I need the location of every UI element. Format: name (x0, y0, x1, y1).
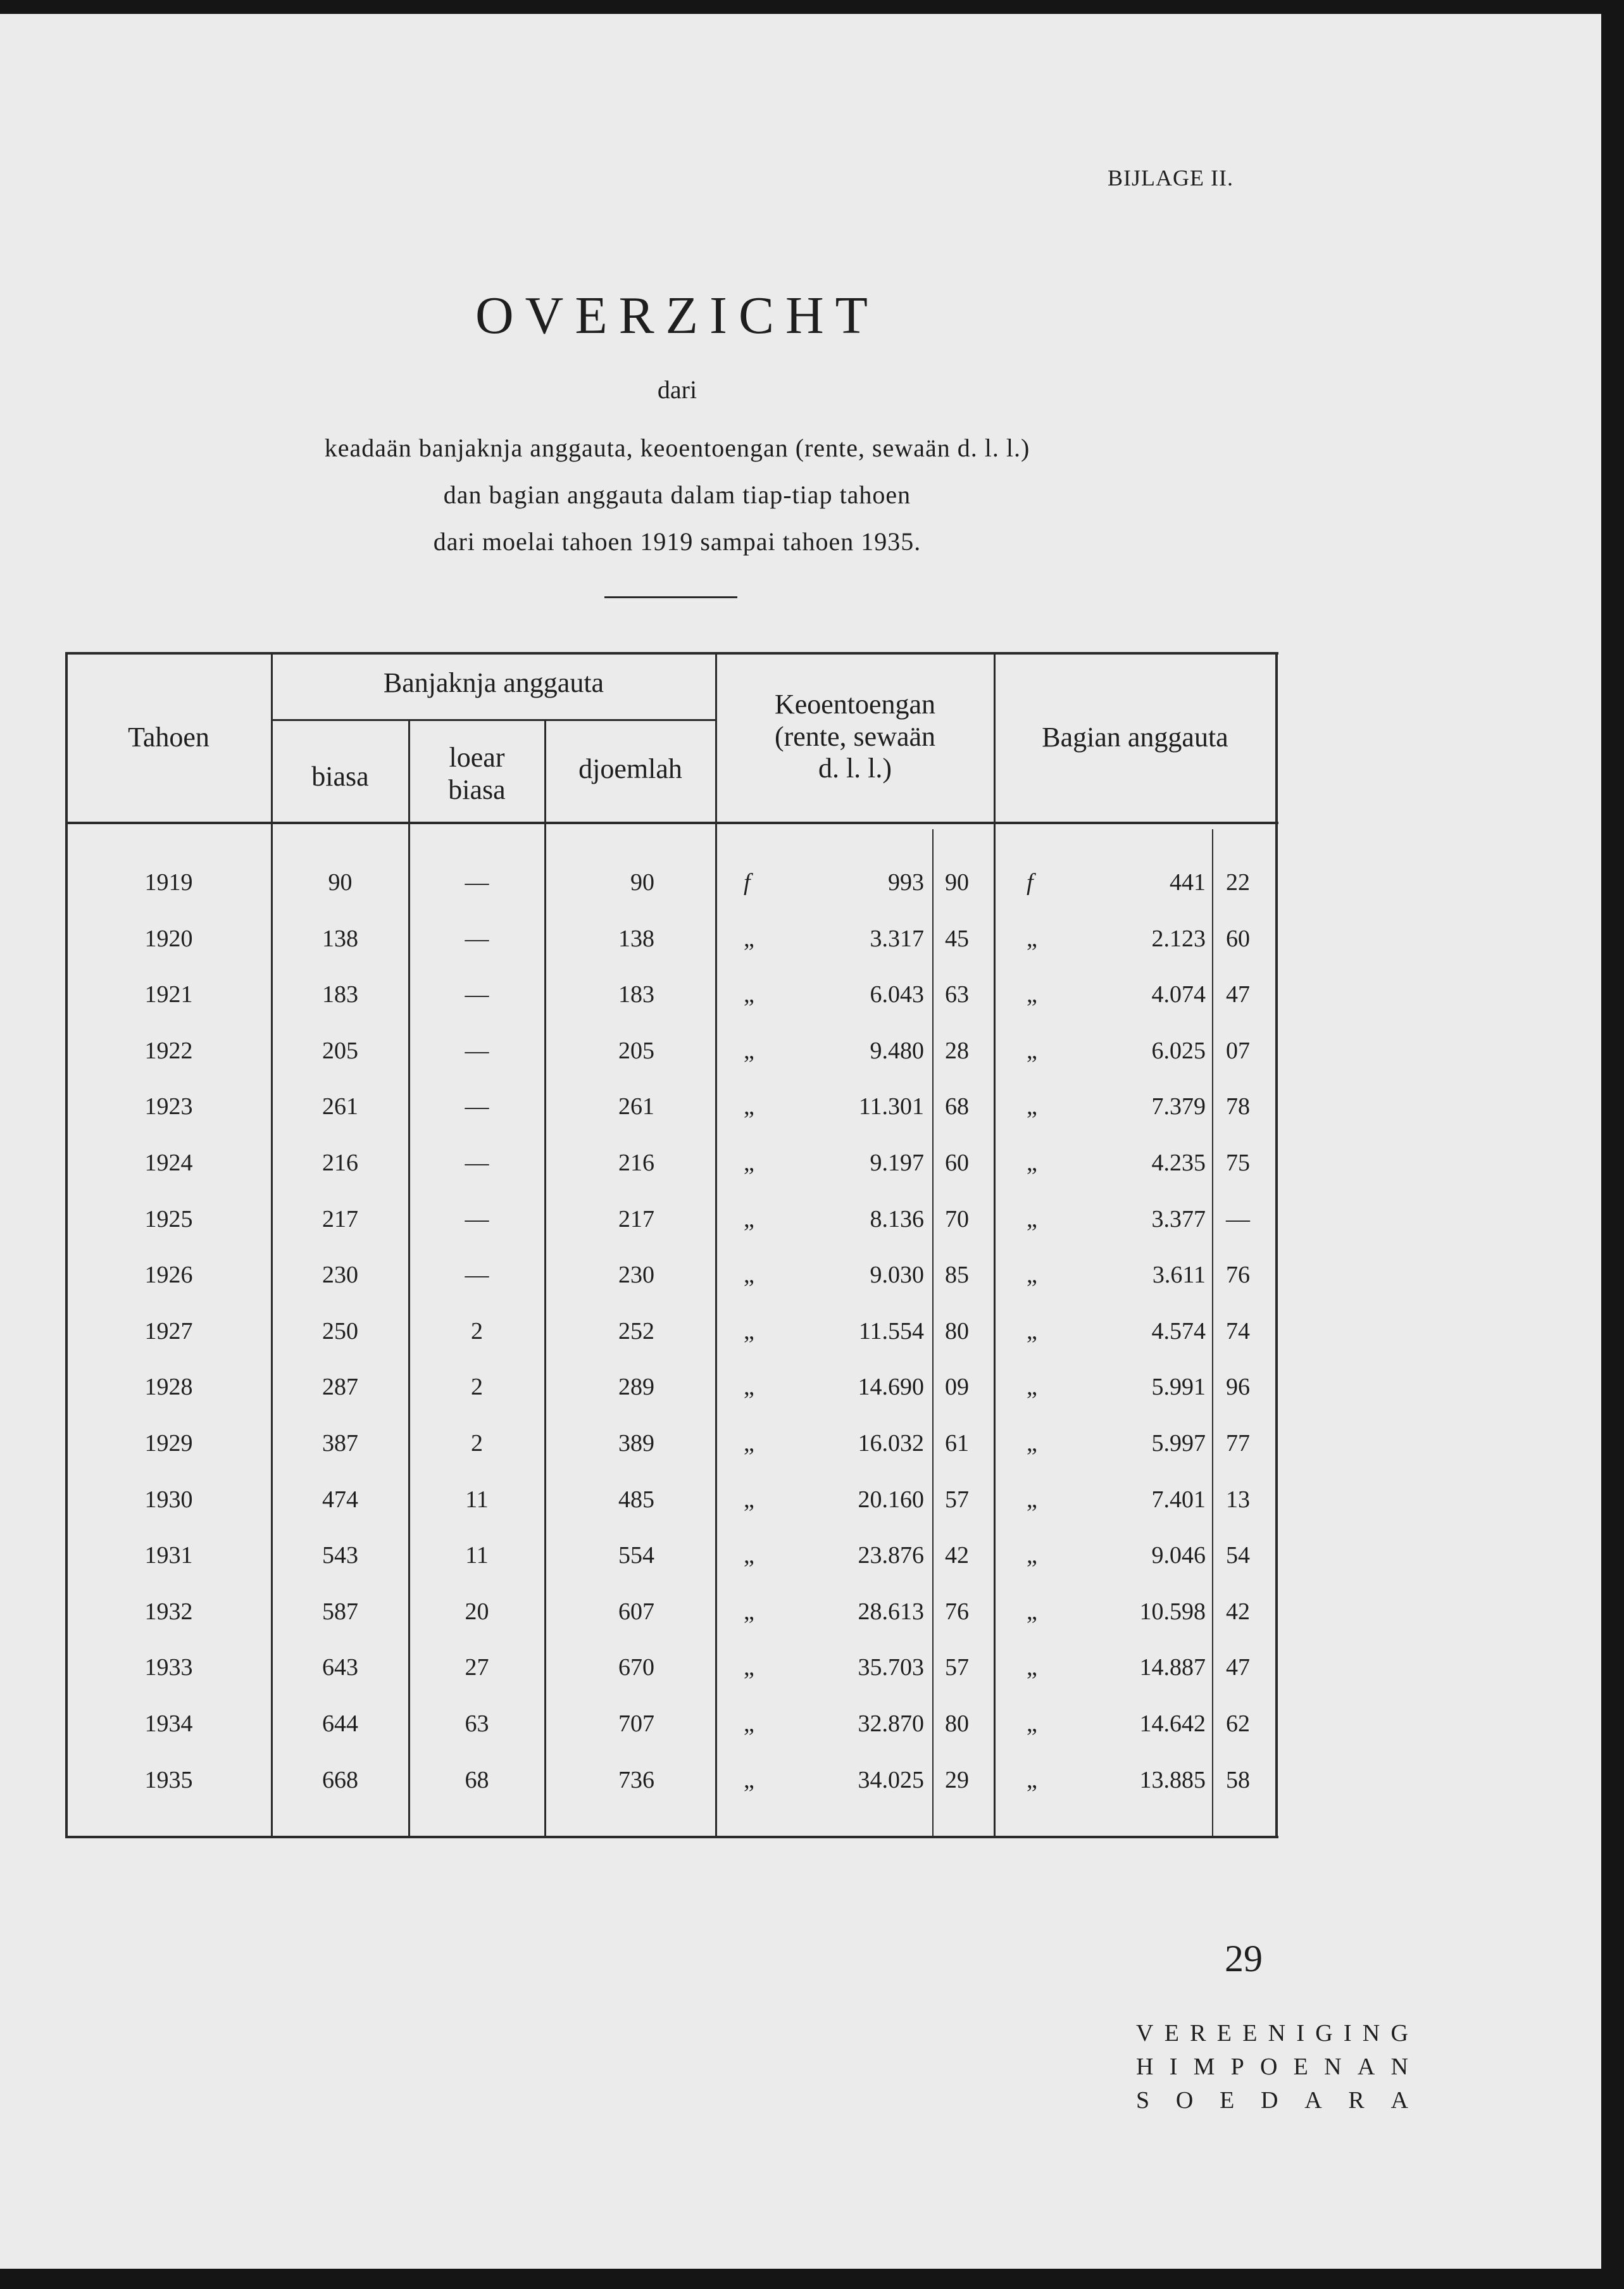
header-keoentoengan-line-2: (rente, sewaän (774, 720, 936, 752)
cell-keoentoengan-cents: 42 (945, 1542, 969, 1569)
cell-loear-biasa: — (465, 869, 489, 896)
cell-loear-biasa: 63 (465, 1710, 489, 1737)
header-loear-line-1: loear (449, 742, 505, 773)
cell-loear-biasa: 68 (465, 1766, 489, 1793)
cell-loear-biasa: 11 (465, 1542, 489, 1569)
subtitle-line-1: keadaän banjaknja anggauta, keoentoengan (rente, sewaän d. l. l.) (324, 434, 1030, 462)
cell-bagian-guilders: 9.046 (1151, 1542, 1206, 1569)
subtitle-line-2: dan bagian anggauta dalam tiap-tiap tahoen (443, 480, 911, 509)
cell-bagian-guilders: 14.887 (1139, 1654, 1206, 1681)
cell-biasa: 138 (322, 925, 358, 952)
title-divider (604, 596, 737, 598)
cell-year: 1923 (144, 1093, 193, 1120)
currency-symbol-keoentoengan: „ (744, 1374, 754, 1401)
header-tahoen: Tahoen (128, 722, 209, 753)
cell-keoentoengan-guilders: 35.703 (858, 1654, 924, 1681)
publisher-line-text: S O E D A R A (1136, 2087, 1408, 2114)
cell-year: 1935 (144, 1766, 193, 1793)
cell-keoentoengan-cents: 85 (945, 1262, 969, 1289)
currency-symbol-keoentoengan: „ (744, 1430, 754, 1457)
cell-keoentoengan-cents: 63 (945, 981, 969, 1008)
cell-keoentoengan-guilders: 32.870 (858, 1710, 924, 1737)
header-djoemlah: djoemlah (578, 753, 682, 784)
cell-djoemlah: 230 (618, 1262, 654, 1289)
cell-keoentoengan-cents: 80 (945, 1317, 969, 1345)
cell-year: 1925 (144, 1205, 193, 1232)
cell-keoentoengan-cents: 61 (945, 1430, 969, 1457)
cell-keoentoengan-guilders: 11.554 (858, 1317, 924, 1345)
cell-bagian-guilders: 4.074 (1151, 981, 1206, 1008)
cell-loear-biasa: 11 (465, 1486, 489, 1513)
header-biasa: biasa (311, 761, 369, 792)
cell-keoentoengan-guilders: 28.613 (858, 1598, 924, 1625)
cell-bagian-cents: 47 (1226, 981, 1250, 1008)
cell-djoemlah: 389 (618, 1430, 654, 1457)
table-top-border (66, 652, 1278, 655)
cell-bagian-cents: 75 (1226, 1150, 1250, 1176)
currency-symbol-bagian: „ (1027, 1037, 1037, 1064)
document-page (0, 14, 1601, 2269)
cell-keoentoengan-guilders: 6.043 (870, 981, 924, 1008)
cell-biasa: 668 (322, 1766, 358, 1793)
currency-symbol-bagian: „ (1027, 1262, 1037, 1289)
currency-symbol-bagian: „ (1027, 1430, 1037, 1457)
currency-symbol-bagian: „ (1027, 1317, 1037, 1345)
cell-djoemlah: 707 (618, 1710, 654, 1737)
currency-symbol-bagian: „ (1027, 981, 1037, 1008)
publisher-line-text: H I M P O E N A N (1136, 2054, 1408, 2080)
col-divider-4 (715, 652, 717, 1838)
header-keoentoengan-line-1: Keoentoengan (774, 689, 936, 720)
cell-biasa: 643 (322, 1654, 358, 1681)
cell-djoemlah: 670 (618, 1654, 654, 1681)
keoentoengan-decimal-divider (932, 829, 934, 1836)
cell-bagian-cents: 62 (1226, 1710, 1250, 1737)
cell-djoemlah: 183 (618, 981, 654, 1008)
cell-bagian-cents: — (1226, 1205, 1250, 1232)
cell-loear-biasa: 2 (471, 1430, 483, 1457)
currency-symbol-bagian: „ (1027, 1374, 1037, 1401)
cell-bagian-cents: 96 (1226, 1374, 1250, 1401)
currency-symbol-keoentoengan: „ (744, 1150, 754, 1176)
cell-bagian-guilders: 3.377 (1151, 1205, 1206, 1232)
cell-bagian-guilders: 10.598 (1139, 1598, 1206, 1625)
cell-bagian-guilders: 5.991 (1151, 1374, 1206, 1401)
currency-symbol-keoentoengan: „ (744, 1317, 754, 1345)
currency-symbol-keoentoengan: „ (744, 1654, 754, 1681)
cell-bagian-cents: 74 (1226, 1317, 1250, 1345)
cell-bagian-cents: 13 (1226, 1486, 1250, 1513)
currency-symbol-bagian: „ (1027, 1093, 1037, 1120)
currency-symbol-bagian: „ (1027, 925, 1037, 952)
cell-year: 1930 (144, 1486, 193, 1513)
cell-keoentoengan-guilders: 9.197 (870, 1150, 924, 1176)
col-divider-5 (994, 652, 996, 1838)
cell-loear-biasa: 27 (465, 1654, 489, 1681)
currency-symbol-keoentoengan: f (744, 869, 751, 896)
cell-djoemlah: 485 (618, 1486, 654, 1513)
cell-loear-biasa: — (465, 1150, 489, 1176)
cell-keoentoengan-cents: 60 (945, 1150, 969, 1176)
cell-year: 1919 (144, 869, 193, 896)
cell-bagian-cents: 54 (1226, 1542, 1250, 1569)
currency-symbol-bagian: „ (1027, 1598, 1037, 1625)
cell-keoentoengan-cents: 80 (945, 1710, 969, 1737)
cell-year: 1933 (144, 1654, 193, 1681)
cell-loear-biasa: 2 (471, 1374, 483, 1401)
cell-djoemlah: 205 (618, 1037, 654, 1064)
page-title: OVERZICHT (475, 286, 879, 345)
currency-symbol-bagian: „ (1027, 1150, 1037, 1176)
cell-keoentoengan-cents: 29 (945, 1766, 969, 1793)
currency-symbol-bagian: „ (1027, 1542, 1037, 1569)
cell-biasa: 183 (322, 981, 358, 1008)
cell-loear-biasa: — (465, 1205, 489, 1232)
currency-symbol-bagian: „ (1027, 1205, 1037, 1232)
cell-djoemlah: 736 (618, 1766, 654, 1793)
publisher-line-3 (1136, 2086, 1408, 2114)
cell-keoentoengan-guilders: 11.301 (858, 1093, 924, 1120)
currency-symbol-keoentoengan: „ (744, 925, 754, 952)
cell-keoentoengan-cents: 09 (945, 1374, 969, 1401)
banjaknja-divider (272, 719, 715, 721)
cell-keoentoengan-guilders: 23.876 (858, 1542, 924, 1569)
currency-symbol-keoentoengan: „ (744, 1766, 754, 1793)
publisher-line-2 (1136, 2053, 1408, 2081)
header-loear-line-2: biasa (448, 774, 506, 805)
cell-keoentoengan-cents: 57 (945, 1654, 969, 1681)
currency-symbol-bagian: „ (1027, 1710, 1037, 1737)
cell-djoemlah: 217 (618, 1205, 654, 1232)
cell-keoentoengan-guilders: 20.160 (858, 1486, 924, 1513)
cell-biasa: 217 (322, 1205, 358, 1232)
appendix-label: BIJLAGE II. (1108, 165, 1234, 191)
cell-djoemlah: 138 (618, 925, 654, 952)
cell-keoentoengan-cents: 45 (945, 925, 969, 952)
cell-keoentoengan-cents: 57 (945, 1486, 969, 1513)
cell-biasa: 474 (322, 1486, 358, 1513)
cell-biasa: 644 (322, 1710, 358, 1737)
currency-symbol-keoentoengan: „ (744, 1037, 754, 1064)
publisher-line-1 (1136, 2019, 1408, 2047)
cell-bagian-guilders: 13.885 (1139, 1766, 1206, 1793)
cell-bagian-guilders: 5.997 (1151, 1430, 1206, 1457)
cell-keoentoengan-guilders: 9.030 (870, 1262, 924, 1289)
currency-symbol-bagian: f (1027, 869, 1034, 896)
cell-keoentoengan-cents: 90 (945, 869, 969, 896)
cell-keoentoengan-cents: 28 (945, 1037, 969, 1064)
cell-biasa: 216 (322, 1150, 358, 1176)
table-bottom-border (66, 1836, 1278, 1838)
cell-djoemlah: 607 (618, 1598, 654, 1625)
cell-year: 1928 (144, 1374, 193, 1401)
cell-bagian-cents: 76 (1226, 1262, 1250, 1289)
cell-keoentoengan-cents: 76 (945, 1598, 969, 1625)
cell-djoemlah: 289 (618, 1374, 654, 1401)
cell-biasa: 543 (322, 1542, 358, 1569)
cell-loear-biasa: — (465, 981, 489, 1008)
cell-bagian-guilders: 2.123 (1151, 925, 1206, 952)
subtitle-line-3: dari moelai tahoen 1919 sampai tahoen 1935. (433, 527, 921, 556)
cell-loear-biasa: — (465, 1093, 489, 1120)
currency-symbol-keoentoengan: „ (744, 1710, 754, 1737)
publisher-line-text: V E R E E N I G I N G (1136, 2020, 1408, 2047)
cell-djoemlah: 252 (618, 1317, 654, 1345)
cell-loear-biasa: — (465, 925, 489, 952)
cell-biasa: 230 (322, 1262, 358, 1289)
cell-bagian-guilders: 6.025 (1151, 1037, 1206, 1064)
cell-djoemlah: 261 (618, 1093, 654, 1120)
cell-biasa: 587 (322, 1598, 358, 1625)
cell-year: 1921 (144, 981, 193, 1008)
cell-keoentoengan-guilders: 993 (888, 869, 924, 896)
cell-year: 1929 (144, 1430, 193, 1457)
cell-year: 1926 (144, 1262, 193, 1289)
cell-bagian-cents: 42 (1226, 1598, 1250, 1625)
currency-symbol-bagian: „ (1027, 1654, 1037, 1681)
header-bagian-anggauta: Bagian anggauta (1042, 722, 1228, 753)
cell-djoemlah: 554 (618, 1542, 654, 1569)
cell-bagian-guilders: 7.401 (1151, 1486, 1206, 1513)
cell-djoemlah: 90 (630, 869, 654, 896)
table-right-border (1275, 652, 1278, 1838)
cell-bagian-cents: 58 (1226, 1766, 1250, 1793)
page-number: 29 (1225, 1938, 1263, 1979)
cell-bagian-guilders: 3.611 (1152, 1262, 1206, 1289)
currency-symbol-bagian: „ (1027, 1766, 1037, 1793)
cell-year: 1931 (144, 1542, 193, 1569)
cell-biasa: 261 (322, 1093, 358, 1120)
cell-bagian-cents: 77 (1226, 1430, 1250, 1457)
title-connector: dari (657, 375, 697, 404)
cell-bagian-cents: 07 (1226, 1037, 1250, 1064)
bagian-decimal-divider (1212, 829, 1213, 1836)
cell-djoemlah: 216 (618, 1150, 654, 1176)
cell-loear-biasa: — (465, 1262, 489, 1289)
cell-biasa: 250 (322, 1317, 358, 1345)
table-header-bottom-border (66, 822, 1278, 824)
cell-loear-biasa: 20 (465, 1598, 489, 1625)
cell-biasa: 205 (322, 1037, 358, 1064)
currency-symbol-keoentoengan: „ (744, 1542, 754, 1569)
currency-symbol-keoentoengan: „ (744, 1093, 754, 1120)
cell-year: 1924 (144, 1150, 193, 1176)
cell-bagian-guilders: 441 (1170, 869, 1206, 896)
currency-symbol-keoentoengan: „ (744, 1262, 754, 1289)
cell-keoentoengan-guilders: 16.032 (858, 1430, 924, 1457)
cell-keoentoengan-cents: 68 (945, 1093, 969, 1120)
cell-bagian-cents: 60 (1226, 925, 1250, 952)
cell-year: 1934 (144, 1710, 193, 1737)
cell-year: 1927 (144, 1317, 193, 1345)
cell-keoentoengan-cents: 70 (945, 1205, 969, 1232)
cell-biasa: 90 (328, 869, 353, 896)
cell-bagian-guilders: 14.642 (1139, 1710, 1206, 1737)
cell-bagian-cents: 22 (1226, 869, 1250, 896)
cell-year: 1920 (144, 925, 193, 952)
currency-symbol-keoentoengan: „ (744, 1598, 754, 1625)
cell-bagian-guilders: 4.574 (1151, 1317, 1206, 1345)
cell-bagian-guilders: 4.235 (1151, 1150, 1206, 1176)
cell-year: 1922 (144, 1037, 193, 1064)
cell-biasa: 287 (322, 1374, 358, 1401)
cell-loear-biasa: — (465, 1037, 489, 1064)
cell-keoentoengan-guilders: 3.317 (870, 925, 924, 952)
cell-bagian-cents: 47 (1226, 1654, 1250, 1681)
currency-symbol-keoentoengan: „ (744, 1486, 754, 1513)
cell-bagian-cents: 78 (1226, 1093, 1250, 1120)
currency-symbol-keoentoengan: „ (744, 981, 754, 1008)
cell-keoentoengan-guilders: 8.136 (870, 1205, 924, 1232)
cell-keoentoengan-guilders: 9.480 (870, 1037, 924, 1064)
cell-keoentoengan-guilders: 14.690 (858, 1374, 924, 1401)
header-keoentoengan-line-3: d. l. l.) (818, 753, 892, 784)
cell-loear-biasa: 2 (471, 1317, 483, 1345)
cell-bagian-guilders: 7.379 (1151, 1093, 1206, 1120)
currency-symbol-keoentoengan: „ (744, 1205, 754, 1232)
cell-keoentoengan-guilders: 34.025 (858, 1766, 924, 1793)
cell-year: 1932 (144, 1598, 193, 1625)
currency-symbol-bagian: „ (1027, 1486, 1037, 1513)
cell-biasa: 387 (322, 1430, 358, 1457)
header-banjaknja-anggauta: Banjaknja anggauta (383, 667, 604, 698)
